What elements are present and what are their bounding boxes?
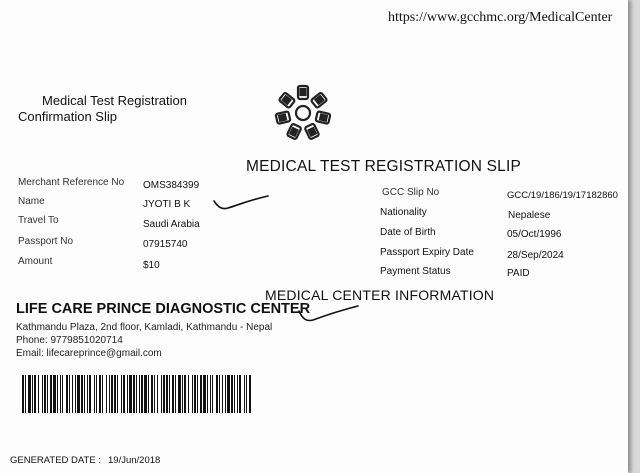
generated-date-value: 19/Jun/2018 (108, 455, 161, 466)
medical-center-name: LIFE CARE PRINCE DIAGNOSTIC CENTER (16, 301, 311, 317)
passport-expiry-label: Passport Expiry Date (380, 247, 474, 258)
medical-center-address: Kathmandu Plaza, 2nd floor, Kamladi, Kathmandu - Nepal (16, 322, 273, 333)
pen-check-mark-icon (212, 193, 270, 213)
gcc-star-logo-icon (272, 82, 334, 144)
nationality-label: Nationality (380, 207, 427, 218)
dob-label: Date of Birth (380, 227, 436, 238)
generated-date-label: GENERATED DATE : (10, 455, 101, 466)
payment-status-label: Payment Status (380, 266, 451, 277)
amount-label: Amount (18, 256, 53, 267)
page-url: https://www.gcchmc.org/MedicalCenter (388, 10, 613, 25)
slip-title: MEDICAL TEST REGISTRATION SLIP (246, 158, 522, 175)
passport-no-label: Passport No (18, 236, 74, 247)
payment-status-value: PAID (507, 268, 530, 279)
merchant-ref-value: OMS384399 (143, 180, 200, 191)
confirmation-title-line2: Confirmation Slip (18, 109, 117, 124)
gcc-slip-no-value: GCC/19/186/19/17182860 (507, 190, 618, 201)
medical-center-email: Email: lifecareprince@gmail.com (16, 348, 162, 359)
name-label: Name (18, 196, 45, 207)
amount-value: $10 (143, 260, 160, 271)
confirmation-title-line1: Medical Test Registration (42, 93, 187, 108)
travel-to-label: Travel To (18, 215, 59, 226)
medical-center-phone: Phone: 9779851020714 (16, 335, 123, 346)
travel-to-value: Saudi Arabia (143, 219, 200, 230)
dob-value: 05/Oct/1996 (507, 229, 562, 240)
gcc-slip-no-label: GCC Slip No (382, 187, 440, 198)
passport-no-value: 07915740 (143, 239, 188, 250)
name-value: JYOTI B K (143, 199, 191, 210)
medical-center-section-title: MEDICAL CENTER INFORMATION (265, 287, 495, 303)
nationality-value: Nepalese (508, 210, 551, 221)
merchant-ref-label: Merchant Reference No (18, 177, 125, 188)
passport-expiry-value: 28/Sep/2024 (507, 250, 564, 261)
barcode-image (22, 375, 252, 413)
